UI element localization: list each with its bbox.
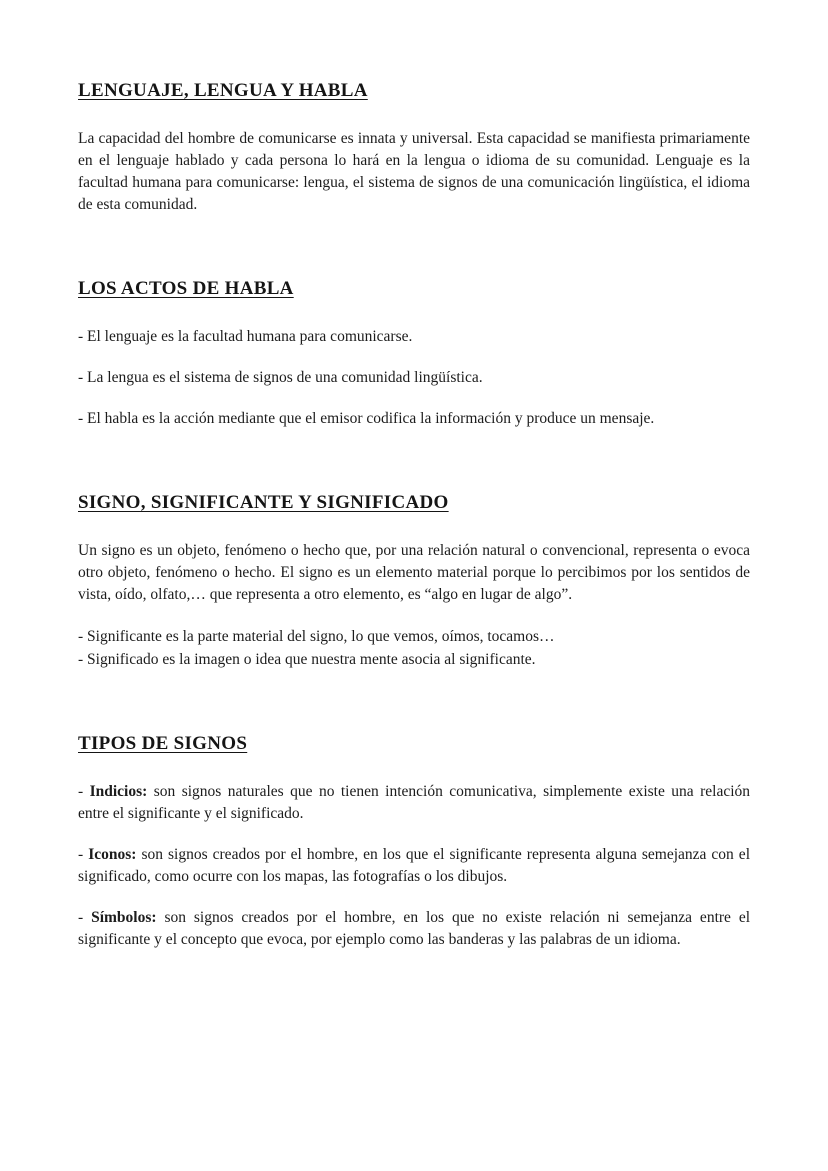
section-heading: SIGNO, SIGNIFICANTE Y SIGNIFICADO — [78, 492, 449, 513]
list-item: - El habla es la acción mediante que el emisor codifica la información y produce un mensaje. — [78, 410, 655, 427]
section-lenguaje-lengua-habla — [78, 80, 750, 216]
paragraph: Un signo es un objeto, fenómeno o hecho que, por una relación natural o convencional, representa o evoca otro objeto, fenómeno o hecho. El signo es un elemento material porque lo percibimos por los sentidos de vista, oído, olfato,… que representa a otro elemento, es “algo en lugar de algo”. — [78, 542, 750, 603]
section-signo-significante-significado — [78, 492, 750, 671]
section-tipos-de-signos — [78, 733, 750, 951]
item-term: Indicios: — [89, 783, 148, 800]
list-item: - Significante es la parte material del signo, lo que vemos, oímos, tocamos… — [78, 628, 555, 645]
section-heading: LENGUAJE, LENGUA Y HABLA — [78, 80, 368, 101]
paragraph: La capacidad del hombre de comunicarse es innata y universal. Esta capacidad se manifiesta primariamente en el lenguaje hablado y cada persona lo hará en la lengua o idioma de su comunidad. Lenguaje es la facultad humana para comunicarse: lengua, el sistema de signos de una comunicación lingüística, el idioma de esta comunidad. — [78, 130, 750, 213]
item-dash: - — [78, 846, 89, 863]
bullet-list — [78, 781, 750, 951]
item-term: Símbolos: — [91, 909, 157, 926]
list-item — [78, 781, 750, 825]
list-item: - Significado es la imagen o idea que nuestra mente asocia al significante. — [78, 651, 536, 668]
item-text: son signos creados por el hombre, en los que el significante representa alguna semejanza con el significado, como ocurre con los mapas, las fotografías o los dibujos. — [78, 846, 750, 885]
item-text: son signos naturales que no tienen intención comunicativa, simplemente existe una relación entre el significante y el significado. — [78, 783, 751, 822]
section-heading: LOS ACTOS DE HABLA — [78, 278, 294, 299]
list-item: - La lengua es el sistema de signos de una comunidad lingüística. — [78, 369, 483, 386]
section-actos-de-habla — [78, 278, 750, 430]
bullet-list — [78, 326, 750, 430]
list-item — [78, 907, 750, 951]
item-dash: - — [78, 783, 90, 800]
list-item: - El lenguaje es la facultad humana para comunicarse. — [78, 328, 413, 345]
item-term: Iconos: — [88, 846, 137, 863]
list-item — [78, 844, 750, 888]
item-text: son signos creados por el hombre, en los que no existe relación ni semejanza entre el significante y el concepto que evoca, por ejemplo como las banderas y las palabras de un idioma. — [78, 909, 751, 948]
section-heading: TIPOS DE SIGNOS — [78, 733, 248, 754]
bullet-list — [78, 626, 750, 671]
item-dash: - — [78, 909, 92, 926]
